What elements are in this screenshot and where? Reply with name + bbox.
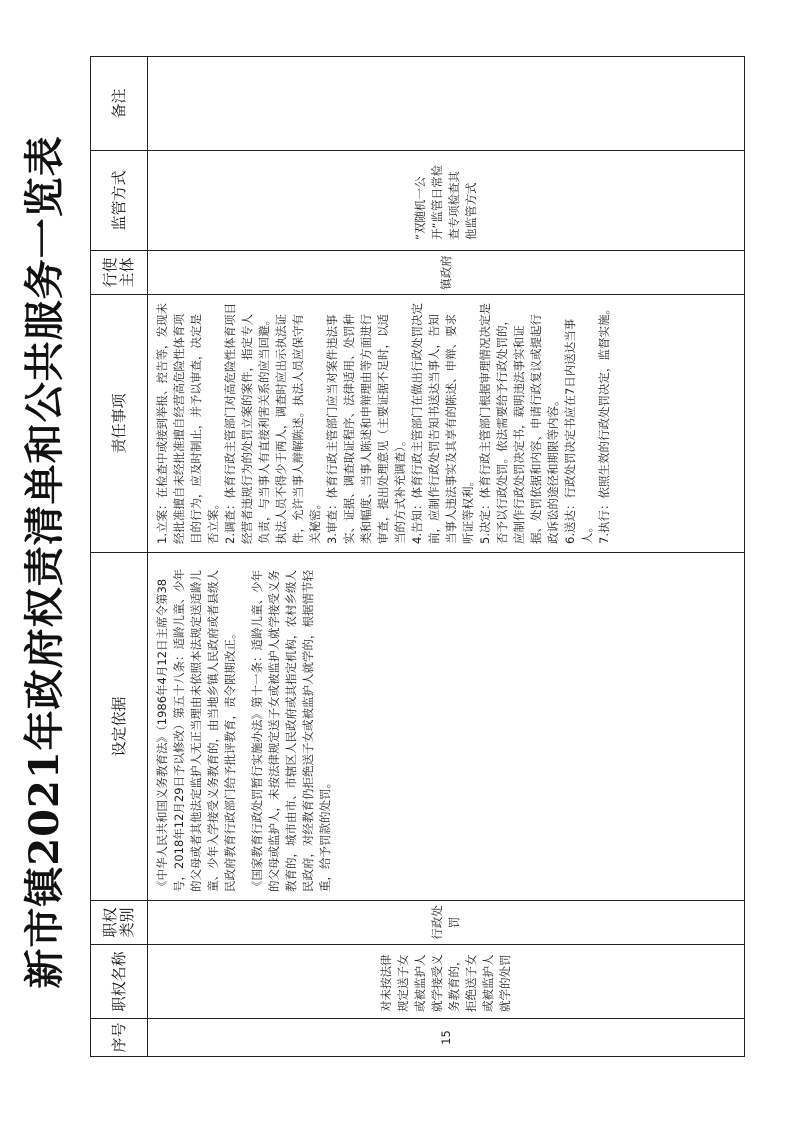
cell-remarks — [148, 57, 745, 151]
page-title: 新市镇2021年政府权责清单和公共服务一览表 — [21, 135, 68, 989]
basis-paragraph: 《国家教育行政处罚暂行实施办法》第十一条：适龄儿童、少年的父母或监护人，未按法律规定送子女或被监护人就学接受义务教育的，城市由市、市辖区人民政府或其指定机构，农村乡级人民政府，对经教育仍拒绝送子女或被监护人就学的，根据情节轻重，给予罚款的处罚。 — [250, 570, 332, 892]
table-header-row — [91, 57, 148, 1057]
responsibility-item: 4.告知：体育行政主管部门在做出行政处罚决定前，应制作行政处罚告知书送达当事人，告知当事人违法事实及其享有的陈述、申辩、要求听证等权利。 — [410, 303, 475, 544]
table-row — [148, 57, 745, 1057]
header-basis: 设定依据 — [91, 553, 148, 901]
responsibility-item: 2.调查：体育行政主管部门对高危险性体育项目经营者违规行为的处罚立案的案件，指定专人负责，与当事人有直接利害关系的应当回避。执法人员不得少于两人，调查时应出示执法证件，允许当事人辩解陈述。执法人员应保守有关秘密。 — [223, 303, 322, 544]
header-category: 职权类别 — [91, 901, 148, 945]
responsibility-item: 7.执行：依照生效的行政处罚决定，监督实施。 — [597, 303, 611, 544]
header-seq: 序号 — [91, 1019, 148, 1057]
responsibility-item: 3.审查：体育行政主管部门应当对案件违法事实、证据、调查取证程序、法律适用、处罚种类和幅度、当事人陈述和申辩理由等方面进行审查，提出处理意见（主要证据不足时，以适当的方式补充调查）。 — [325, 314, 407, 544]
header-remarks: 备注 — [91, 57, 148, 151]
responsibility-item: 1.立案：在检查中或接到举报、控告等，发现未经批准擅自未经批准擅自经营高危险性体育项目的行为，应及时制止，并予以审查，决定是否立案。 — [155, 303, 220, 544]
header-subject: 行使主体 — [91, 251, 148, 295]
cell-supervision: “双随机一公开”监管日常检查专项检查其他监管方式 — [148, 151, 745, 251]
responsibility-item: 5.决定：体育行政主管部门根据审理情况决定是否予以行政处罚。依法需要给予行政处罚的，应制作行政处罚决定书，载明违法事实和证据、处罚依据和内容、申请行政复议或提起行政诉讼的途径和期限等内容。 — [478, 303, 560, 544]
cell-category: 行政处罚 — [148, 901, 745, 945]
responsibility-item: 6.送达：行政处罚决定书应在7日内送达当事人。 — [563, 318, 594, 544]
cell-name: 对未按法律规定送子女或被监护人就学接受义务教育的，拒绝送子女或被监护人就学的处罚 — [148, 945, 745, 1019]
cell-basis — [148, 553, 745, 901]
authority-table — [90, 56, 745, 1057]
header-supervision: 监管方式 — [91, 151, 148, 251]
header-responsibility: 责任事项 — [91, 295, 148, 553]
header-name: 职权名称 — [91, 945, 148, 1019]
cell-responsibility — [148, 295, 745, 553]
basis-paragraph: 《中华人民共和国义务教育法》（1986年4月12日主席令第38号，2018年12月29日予以修改）第五十八条：适龄儿童、少年的父母或者其他法定监护人无正当理由未依照本法规定送适龄儿童、少年入学接受义务教育的，由当地乡镇人民政府或者县级人民政府教育行政部门给予批评教育，责令限期改正。 — [155, 568, 237, 892]
cell-subject: 镇政府 — [148, 251, 745, 295]
cell-seq: 15 — [148, 1019, 745, 1057]
